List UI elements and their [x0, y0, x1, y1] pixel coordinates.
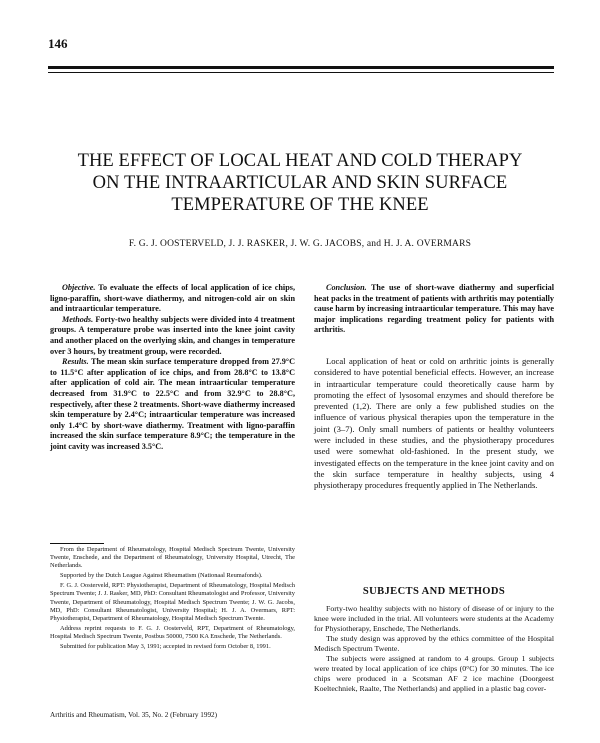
conclusion-label: Conclusion.: [326, 283, 367, 292]
abstract-conclusion: [314, 283, 554, 336]
abstract-objective: [50, 283, 295, 315]
abstract-conclusion-block: [314, 283, 554, 336]
footnote-divider: [50, 543, 104, 544]
objective-text: To evaluate the effects of local application of ice chips, ligno-paraffin, short-wave diathermy, and nitrogen-cold air on skin and intraarticular temperature.: [50, 283, 295, 314]
abstract-methods: [50, 315, 295, 357]
footnote-submitted: Submitted for publication May 3, 1991; accepted in revised form October 8, 1991.: [60, 643, 271, 651]
title-line-2: ON THE INTRAARTICULAR AND SKIN SURFACE: [92, 173, 508, 193]
methods-paragraph: The subjects were assigned at random to 4 groups. Group 1 subjects were treated by local application of ice chips (0°C) for 30 minutes. The ice chips were produced in a Scotsman AF 2 ice machine (Doorgeest Koeltechniek, Raalte, The Netherlands) and applied in a plastic bag cover-: [314, 654, 554, 693]
footnotes: [50, 546, 295, 651]
methods-section: [314, 604, 554, 694]
section-heading: SUBJECTS AND METHODS: [362, 586, 506, 597]
footnote-authors: F. G. J. Oosterveld, RPT: Physiotherapist, Department of Rheumatology, Hospital Medisch Spectrum Twente; J. J. Rasker, MD, PhD: Consultant Rheumatologist and Professor, University Twente, Department of Rheumatology, Hospital Medisch Spectrum Twente; J. W. G. Jacobs, MD, PhD: Consultant Rheumatologist, University Hospital; H. J. A. Overmars, RPT: Physiotherapist, Department of Rheumatology, Hospital Medisch Spectrum Twente.: [50, 582, 295, 622]
abstract-results: [50, 357, 295, 452]
right-column-top: [314, 283, 554, 492]
journal-footer: Arthritis and Rheumatism, Vol. 35, No. 2 (February 1992): [50, 711, 218, 719]
results-text: The mean skin surface temperature dropped from 27.9°C to 11.5°C after application of ice chips, and from 28.8°C to 13.8°C after application of cold air. The mean intraarticular temperature decreased from 31.9°C to 22.5°C and from 32.9°C to 28.8°C, respectively, after these 2 treatments. Short-wave diathermy increased skin temperature by 2.4°C; intraarticular temperature was increased only 1.4°C by short-wave diathermy. Treatment with ligno-paraffin increased the skin surface temperature 8.9°C; the temperature in the joint cavity was increased 3.5°C.: [50, 357, 295, 451]
title-line-3: TEMPERATURE OF THE KNEE: [171, 195, 429, 215]
footnote-affiliation: From the Department of Rheumatology, Hospital Medisch Spectrum Twente, University Twente, Enschede, and the Department of Rheumatology, University Hospital, Utrecht, The Netherlands.: [50, 546, 295, 570]
methods-label: Methods.: [62, 314, 94, 324]
header-rule-thick: [48, 66, 554, 69]
methods-paragraph: The study design was approved by the ethics committee of the Hospital Medisch Spectrum Twente.: [314, 634, 554, 653]
page-number: 146: [48, 36, 68, 51]
footnote-reprints: Address reprint requests to F. G. J. Oosterveld, RPT, Department of Rheumatology, Hospital Medisch Spectrum Twente, Postbus 50000, 7500 KA Enschede, The Netherlands.: [50, 624, 295, 640]
article-title: [40, 150, 560, 216]
objective-label: Objective.: [62, 283, 96, 292]
title-line-1: THE EFFECT OF LOCAL HEAT AND COLD THERAPY: [77, 151, 523, 171]
methods-paragraph: Forty-two healthy subjects with no history of disease of or injury to the knee were included in the trial. All volunteers were students at the Academy for Physiotherapy, Enschede, The Netherlands.: [314, 604, 554, 633]
conclusion-text: The use of short-wave diathermy and superficial heat packs in the treatment of patients with arthritis may potentially cause harm by increasing intraarticular temperature. This may have major implications regarding treatment policy for patients with arthritis.: [314, 283, 554, 335]
results-label: Results.: [62, 357, 89, 367]
intro-paragraph: Local application of heat or cold on arthritic joints is generally considered to have potential beneficial effects. However, an increase in intraarticular temperature could theoretically cause harm by promoting the effect of lysosomal enzymes and should therefore be prevented (1,2). There are only a few published studies on the influence of various physical therapies upon the temperature in the joint (3–7). Only small numbers of patients or healthy volunteers were included in these studies, and the physiotherapy procedures used were somewhat old-fashioned. In the present study, we investigated effects on the temperature in the knee joint cavity and on the skin surface temperature in healthy subjects, using 4 physiotherapy procedures frequently applied in The Netherlands.: [314, 355, 554, 491]
abstract-column: [50, 283, 295, 453]
footnote-support: Supported by the Dutch League Against Rheumatism (Nationaal Reumafonds).: [60, 572, 263, 580]
header-rule-thin: [48, 72, 554, 73]
methods-text: Forty-two healthy subjects were divided into 4 treatment groups. A temperature probe was inserted into the knee joint cavity and another placed on the overlying skin, and changes in temperature over 3 hours, by treatment group, were recorded.: [50, 314, 295, 356]
author-list: F. G. J. OOSTERVELD, J. J. RASKER, J. W. G. JACOBS, and H. J. A. OVERMARS: [128, 239, 472, 249]
